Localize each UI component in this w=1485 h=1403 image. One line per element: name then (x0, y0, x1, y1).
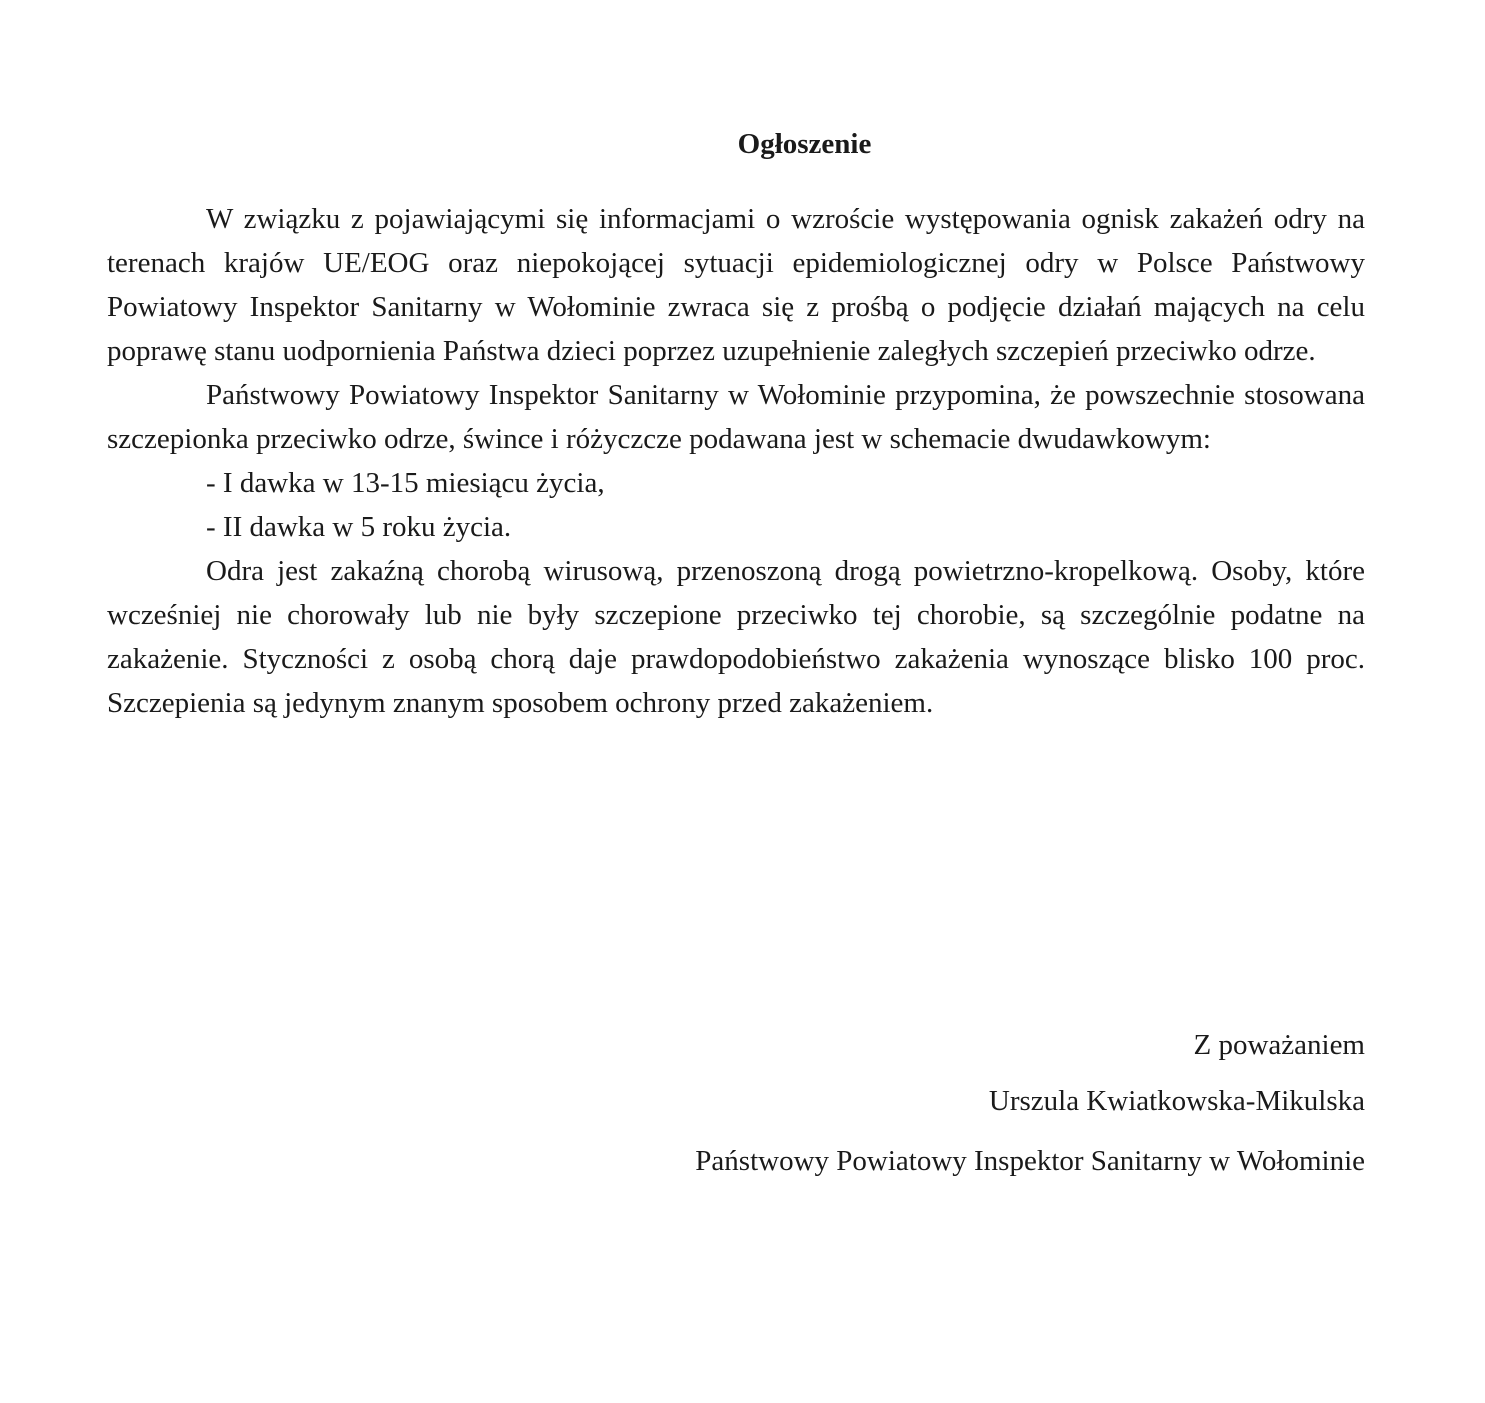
document-title: Ogłoszenie (737, 128, 872, 160)
dose-list-item-1: - I dawka w 13-15 miesiącu życia, (206, 467, 605, 499)
signature-block (695, 1019, 1365, 1187)
signatory-name: Urszula Kwiatkowska-Mikulska (988, 1085, 1365, 1117)
document-body (107, 197, 1365, 725)
signatory-position: Państwowy Powiatowy Inspektor Sanitarny w Wołominie (695, 1145, 1365, 1177)
paragraph-2: Państwowy Powiatowy Inspektor Sanitarny w Wołominie przypomina, że powszechnie stosowana szczepionka przeciwko odrze, śwince i różyczcze podawana jest w schemacie dwudawkowym: (107, 379, 1365, 455)
dose-list-item-2: - II dawka w 5 roku życia. (206, 511, 512, 543)
paragraph-3: Odra jest zakaźną chorobą wirusową, przenoszoną drogą powietrzno-kropelkową. Osoby, które wcześniej nie chorowały lub nie były szczepione przeciwko tej chorobie, są szczególnie podatne na zakażenie. Styczności z osobą chorą daje prawdopodobieństwo zakażenia wynoszące blisko 100 proc. Szczepienia są jedynym znanym sposobem ochrony przed zakażeniem. (107, 555, 1365, 719)
paragraph-1: W związku z pojawiającymi się informacjami o wzroście występowania ognisk zakażeń odry na terenach krajów UE/EOG oraz niepokojącej sytuacji epidemiologicznej odry w Polsce Państwowy Powiatowy Inspektor Sanitarny w Wołominie zwraca się z prośbą o podjęcie działań mających na celu poprawę stanu uodpornienia Państwa dzieci poprzez uzupełnienie zaległych szczepień przeciwko odrze. (107, 203, 1365, 367)
closing-salutation: Z poważaniem (1193, 1029, 1365, 1061)
